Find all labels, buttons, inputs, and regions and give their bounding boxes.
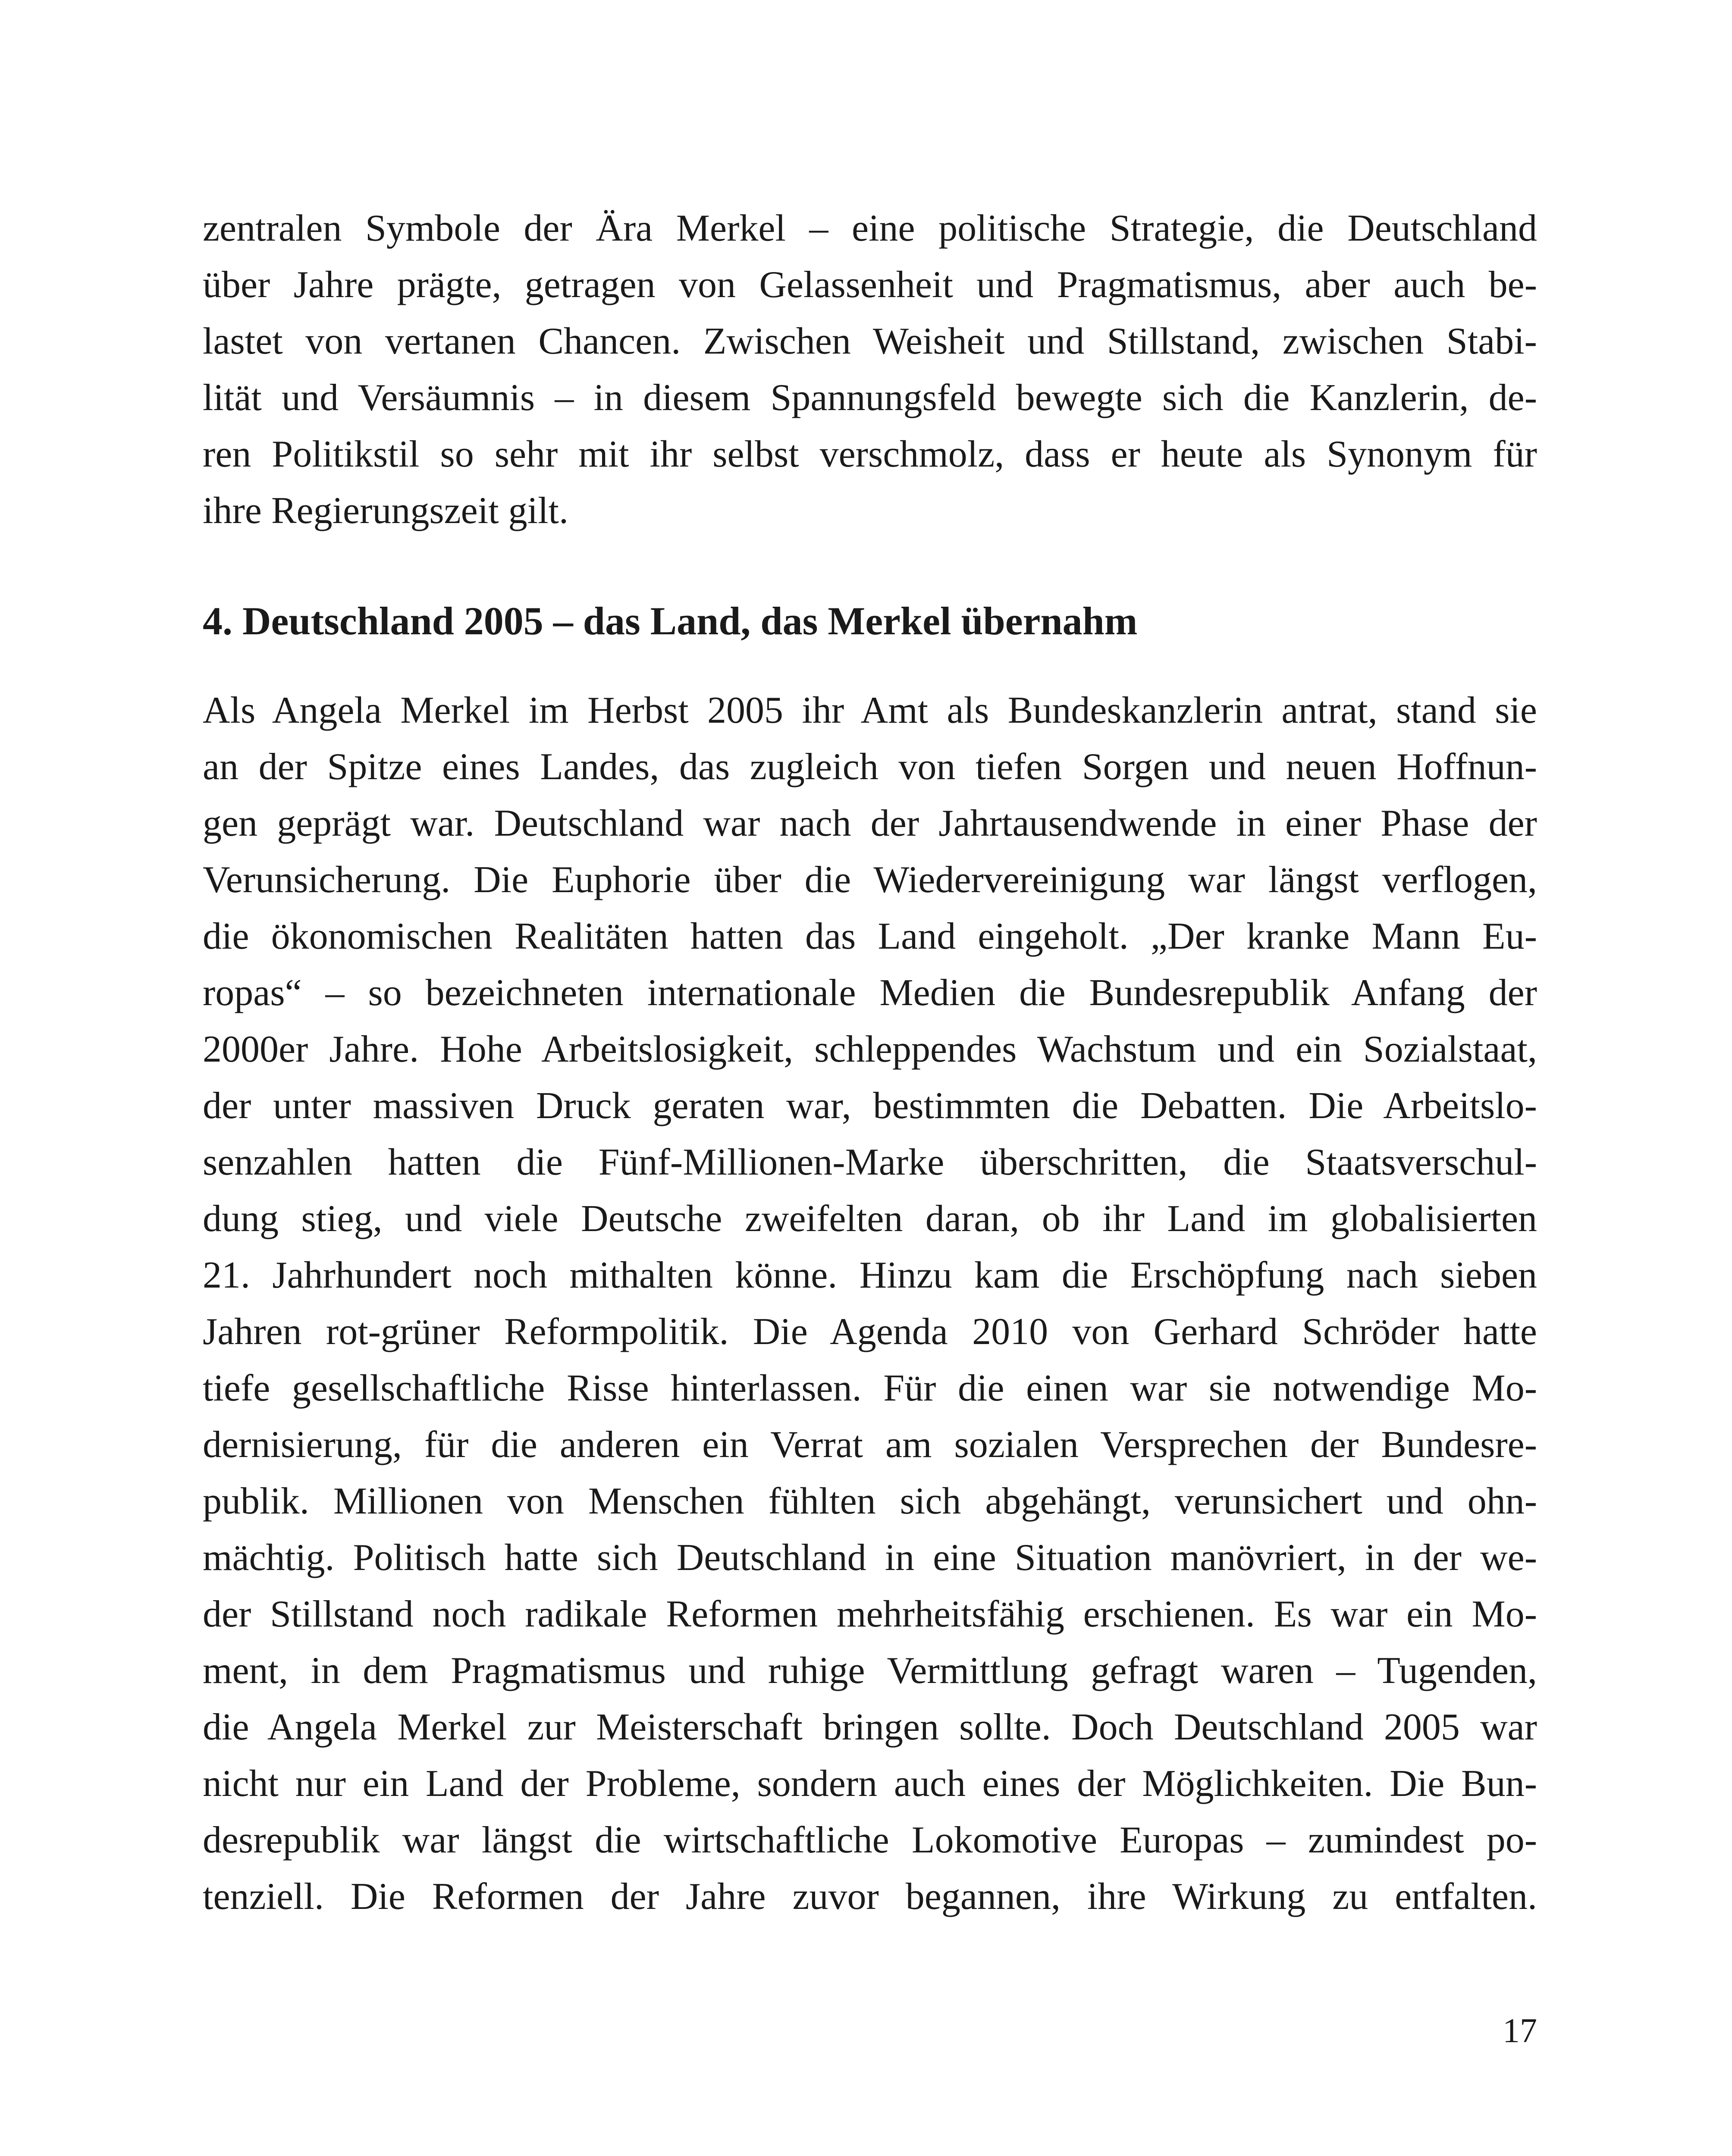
text-line: die Angela Merkel zur Meisterschaft bringen sollte. Doch Deutschland 2005 war xyxy=(203,1706,1537,1748)
text-line: der Stillstand noch radikale Reformen mehrheitsfähig erschienen. Es war ein Mo- xyxy=(203,1593,1537,1635)
intro-paragraph xyxy=(203,200,1537,539)
text-line: der unter massiven Druck geraten war, bestimmten die Debatten. Die Arbeitslo- xyxy=(203,1085,1537,1127)
text-line: über Jahre prägte, getragen von Gelassenheit und Pragmatismus, aber auch be- xyxy=(203,264,1537,306)
text-line: lität und Versäumnis – in diesem Spannungsfeld bewegte sich die Kanzlerin, de- xyxy=(203,377,1537,419)
text-line: dernisierung, für die anderen ein Verrat am sozialen Versprechen der Bundesre- xyxy=(203,1424,1537,1466)
text-line: an der Spitze eines Landes, das zugleich von tiefen Sorgen und neuen Hoffnun- xyxy=(203,746,1537,788)
text-line: lastet von vertanen Chancen. Zwischen Weisheit und Stillstand, zwischen Stabi- xyxy=(203,320,1537,362)
text-line: gen geprägt war. Deutschland war nach der Jahrtausendwende in einer Phase der xyxy=(203,802,1537,844)
text-line: zentralen Symbole der Ära Merkel – eine politische Strategie, die Deutschland xyxy=(203,207,1537,249)
text-line: ropas“ – so bezeichneten internationale Medien die Bundesrepublik Anfang der xyxy=(203,972,1537,1014)
text-line: Als Angela Merkel im Herbst 2005 ihr Amt als Bundeskanzlerin antrat, stand sie xyxy=(203,689,1537,731)
text-line: dung stieg, und viele Deutsche zweifelten daran, ob ihr Land im globalisierten xyxy=(203,1198,1537,1240)
section-heading: 4. Deutschland 2005 – das Land, das Merkel übernahm xyxy=(203,599,1138,643)
text-line: 2000er Jahre. Hohe Arbeitslosigkeit, schleppendes Wachstum und ein Sozialstaat, xyxy=(203,1028,1537,1070)
text-line: 21. Jahrhundert noch mithalten könne. Hinzu kam die Erschöpfung nach sieben xyxy=(203,1254,1537,1296)
text-line: ihre Regierungszeit gilt. xyxy=(203,490,568,532)
text-line: tiefe gesellschaftliche Risse hinterlassen. Für die einen war sie notwendige Mo- xyxy=(203,1367,1537,1409)
text-line: Jahren rot-grüner Reformpolitik. Die Agenda 2010 von Gerhard Schröder hatte xyxy=(203,1311,1537,1353)
text-line: ment, in dem Pragmatismus und ruhige Vermittlung gefragt waren – Tugenden, xyxy=(203,1650,1537,1692)
text-line: publik. Millionen von Menschen fühlten sich abgehängt, verunsichert und ohn- xyxy=(203,1480,1537,1522)
text-line: mächtig. Politisch hatte sich Deutschland in eine Situation manövriert, in der we- xyxy=(203,1537,1537,1579)
page-number: 17 xyxy=(1503,2012,1537,2050)
body-paragraph xyxy=(203,682,1537,1925)
text-line: senzahlen hatten die Fünf-Millionen-Marke überschritten, die Staatsverschul- xyxy=(203,1141,1537,1183)
text-line: Verunsicherung. Die Euphorie über die Wiedervereinigung war längst verflogen, xyxy=(203,859,1537,901)
text-line: desrepublik war längst die wirtschaftliche Lokomotive Europas – zumindest po- xyxy=(203,1819,1537,1861)
text-line: ren Politikstil so sehr mit ihr selbst verschmolz, dass er heute als Synonym für xyxy=(203,433,1537,475)
text-line: tenziell. Die Reformen der Jahre zuvor begannen, ihre Wirkung zu entfalten. xyxy=(203,1876,1537,1918)
text-line: die ökonomischen Realitäten hatten das Land eingeholt. „Der kranke Mann Eu- xyxy=(203,915,1537,957)
text-line: nicht nur ein Land der Probleme, sondern auch eines der Möglichkeiten. Die Bun- xyxy=(203,1763,1537,1805)
